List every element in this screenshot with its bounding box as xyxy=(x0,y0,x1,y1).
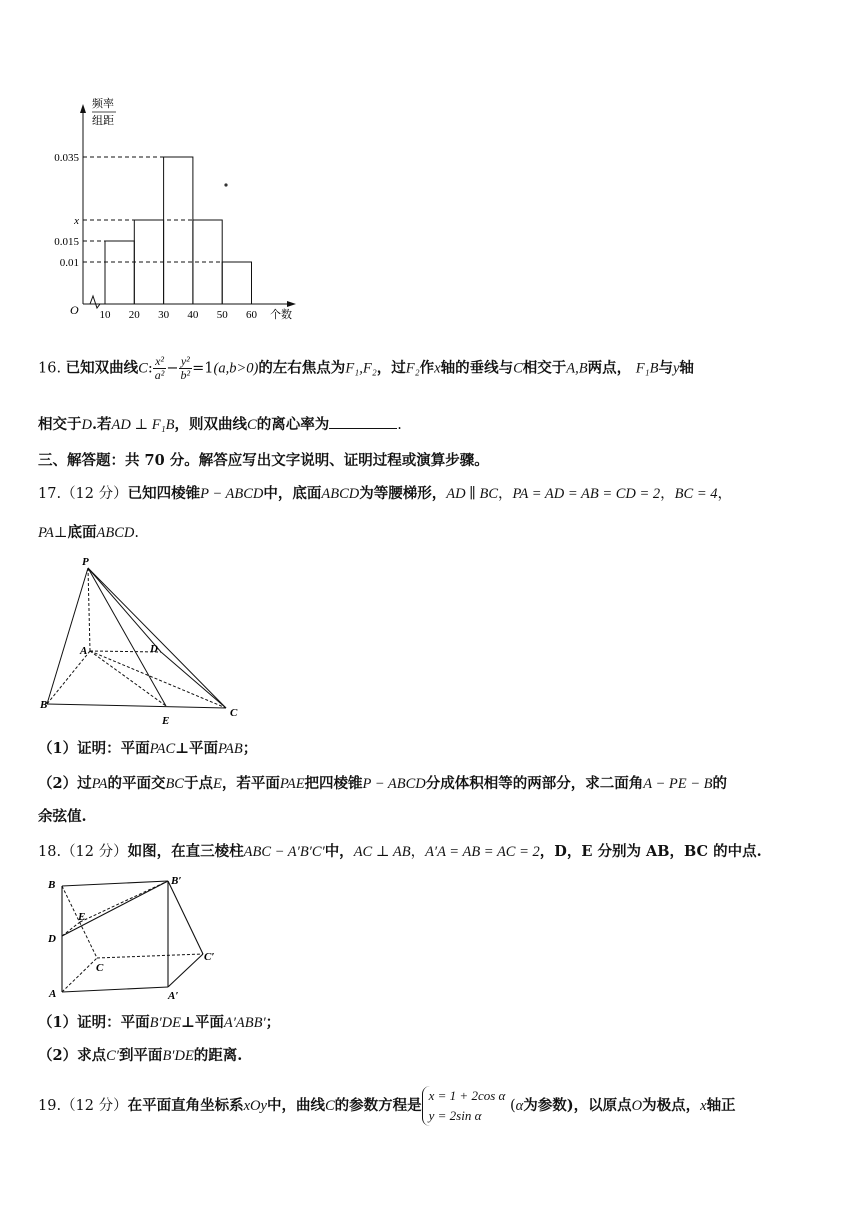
label-b: B xyxy=(48,879,56,891)
q19-parametric-system xyxy=(422,1086,506,1126)
q16-text: .若 xyxy=(91,416,112,433)
q18-perp: AC ⊥ AB xyxy=(353,844,411,860)
q19-eq-y: y = 2sin α xyxy=(428,1108,482,1123)
stray-dot xyxy=(224,183,227,186)
q16-line2 xyxy=(38,414,838,435)
q19-text: 中，曲线 xyxy=(266,1097,325,1114)
label-c-prime: C′ xyxy=(204,951,215,963)
edge-dc xyxy=(161,652,226,708)
edge-pa-hidden xyxy=(88,568,90,651)
x-tick-label: 50 xyxy=(216,309,228,321)
histogram-bar xyxy=(222,262,251,304)
edge-cc1-hidden xyxy=(97,954,203,958)
q19-text: 为参数)，以原点 xyxy=(523,1097,632,1114)
x-axis-label: 个数 xyxy=(270,309,292,321)
q19-alpha: α xyxy=(515,1098,524,1114)
q17-e: E xyxy=(212,776,222,792)
q16-eq: =1 xyxy=(192,360,214,377)
q16-frac-x xyxy=(153,355,167,382)
q17-text: 把四棱锥 xyxy=(304,775,363,792)
comma: ， xyxy=(498,486,513,502)
edge-db1 xyxy=(62,881,168,936)
comma: ， xyxy=(717,486,732,502)
q16-text: 作 xyxy=(419,359,435,377)
q19-o: O xyxy=(631,1098,643,1114)
q17-text: 分成体积相等的两部分，求二面角 xyxy=(425,775,644,792)
q16-var-c: C xyxy=(513,360,523,377)
q16-text: ，过 xyxy=(376,359,406,377)
histogram-bar xyxy=(164,157,193,304)
q16-cond2: AD ⊥ F₁B xyxy=(111,417,175,433)
histogram-x-ticks xyxy=(100,309,258,321)
edge-pd xyxy=(88,568,161,652)
q17-number: 17. xyxy=(38,486,62,502)
q18-part1 xyxy=(38,1013,838,1033)
q17-text: 的 xyxy=(712,775,728,792)
y-axis-arrow xyxy=(80,104,86,113)
q17-text: 底面 xyxy=(67,524,97,541)
q18-equal: A′A = AB = AC = 2 xyxy=(425,844,540,860)
q17-bc: BC = 4 xyxy=(674,486,718,502)
q17-bc: BC xyxy=(165,776,184,792)
frac-numerator: x² xyxy=(153,355,167,369)
q16-text: 轴 xyxy=(679,359,694,377)
q17-base: ABCD xyxy=(321,486,360,502)
q17-pyramid: P − ABCD xyxy=(200,486,264,502)
q16-text: 相交于 xyxy=(522,359,567,377)
q16-foci: F₁,F₂ xyxy=(345,360,377,377)
edge-ab-hidden xyxy=(47,651,90,704)
y-tick-label: 0.015 xyxy=(54,236,79,248)
q16-answer-blank xyxy=(329,414,397,429)
x-tick-label: 60 xyxy=(246,309,257,321)
q17-text: ⊥平面 xyxy=(175,740,219,757)
edge-pb xyxy=(47,568,88,704)
q17-pyramid: P − ABCD xyxy=(362,776,426,792)
q17-part1 xyxy=(38,739,838,759)
edge-de-hidden xyxy=(62,922,80,936)
q18-bde: B′DE xyxy=(162,1048,194,1064)
q18-aabb: A′ABB′ xyxy=(223,1015,266,1031)
q17-text: 于点 xyxy=(183,775,213,792)
q17-text: （1）证明：平面 xyxy=(38,740,150,757)
label-d: D xyxy=(48,933,56,945)
q18-bde: B′DE xyxy=(149,1015,181,1031)
y-axis-label-top: 频率 xyxy=(92,98,114,110)
label-b-prime: B′ xyxy=(171,875,182,887)
q18-text: 到平面 xyxy=(118,1047,163,1064)
q17-text: 的平面交 xyxy=(107,775,166,792)
y-tick-label: 0.01 xyxy=(59,257,79,269)
x-tick-label: 40 xyxy=(187,309,199,321)
q18-line1 xyxy=(38,842,838,862)
edge-bb1 xyxy=(62,881,168,886)
q17-text: （2）过 xyxy=(38,775,92,792)
q16-text: ，则双曲线 xyxy=(174,416,248,433)
frac-denominator: a² xyxy=(154,368,165,382)
frac-numerator: y² xyxy=(179,355,193,369)
q17-pac: PAC xyxy=(149,741,176,757)
label-c: C xyxy=(96,962,104,974)
q16-colon: : xyxy=(147,360,153,377)
histogram-guide-lines xyxy=(83,157,252,262)
q17-part2 xyxy=(38,774,838,794)
q18-number: 18. xyxy=(38,844,62,860)
label-p: P xyxy=(82,556,89,568)
x-tick-label: 10 xyxy=(99,309,111,321)
q17-text: 中，底面 xyxy=(263,485,322,502)
q16-text: 两点， xyxy=(587,359,632,377)
q18-prism: ABC − A′B′C′ xyxy=(243,844,325,860)
q18-text: （2）求点 xyxy=(38,1047,107,1064)
q16-x: x xyxy=(434,360,441,377)
q19-text: 的参数方程是 xyxy=(334,1097,422,1114)
q19-text: 轴正 xyxy=(706,1097,736,1114)
q18-cprime: C′ xyxy=(106,1048,119,1064)
q17-text: 为等腰梯形， xyxy=(359,485,447,502)
edge-a1c1 xyxy=(168,954,203,987)
q16-number: 16. xyxy=(38,360,62,377)
q18-text: 的距离. xyxy=(193,1047,243,1064)
q16-text: 轴的垂线与 xyxy=(440,359,514,377)
histogram-bars xyxy=(105,157,252,304)
section-3-heading: 三、解答题：共 70 分。解答应写出文字说明、证明过程或演算步骤。 xyxy=(38,452,489,469)
x-tick-label: 30 xyxy=(158,309,170,321)
q17-perp: ⊥ xyxy=(53,525,68,541)
q17-parallel: AD ∥ BC xyxy=(446,486,499,502)
q17-angle: A − PE − B xyxy=(643,776,713,792)
comma: ， xyxy=(660,486,675,502)
q18-text: ⊥平面 xyxy=(180,1014,224,1031)
q16-text: 相交于 xyxy=(38,416,82,433)
histogram-bar xyxy=(105,241,134,304)
q17-pa: PA xyxy=(38,525,54,541)
q18-score: （12 分） xyxy=(61,844,128,860)
label-b: B xyxy=(40,699,48,711)
x-tick-label: 20 xyxy=(128,309,140,321)
q18-text: 如图，在直三棱柱 xyxy=(127,843,244,860)
q16-end: . xyxy=(397,417,402,433)
q16-frac-y xyxy=(179,355,193,382)
edge-bc xyxy=(47,704,226,708)
q16-f1b: F₁B xyxy=(635,360,659,377)
y-axis-label-bottom: 组距 xyxy=(92,115,114,127)
x-axis-arrow xyxy=(287,301,296,307)
q17-text: ，若平面 xyxy=(221,775,280,792)
edge-pc xyxy=(88,568,226,708)
edge-eb1-hidden xyxy=(80,881,168,922)
q17-pa: PA xyxy=(91,776,108,792)
paren: ( xyxy=(509,1098,516,1114)
q17-score: （12 分） xyxy=(61,486,128,502)
q19-number: 19. xyxy=(38,1098,62,1114)
comma: ， xyxy=(410,844,426,860)
q16-f2: F₂ xyxy=(405,360,420,377)
frequency-histogram xyxy=(40,92,310,324)
q17-pae: PAE xyxy=(279,776,305,792)
label-a-prime: A′ xyxy=(168,990,179,1002)
q16-text: 与 xyxy=(658,359,673,377)
q19-text: 为极点， xyxy=(642,1097,701,1114)
q19-line1 xyxy=(38,1084,838,1128)
q16-minus: − xyxy=(166,360,179,377)
q18-text: ； xyxy=(265,1014,281,1031)
q16-ab: A,B xyxy=(566,360,588,377)
edge-pe xyxy=(88,568,166,706)
q16-text: 的左右焦点为 xyxy=(258,359,346,377)
y-tick-label: 0.035 xyxy=(54,152,79,164)
q19-xoy: xOy xyxy=(243,1098,267,1114)
label-e: E xyxy=(162,715,170,727)
label-a: A xyxy=(80,645,88,657)
label-a: A xyxy=(49,988,57,1000)
q19-x: x xyxy=(700,1098,707,1114)
q18-text: ，D，E 分别为 AB，BC 的中点. xyxy=(539,843,762,860)
y-tick-label: x xyxy=(74,215,79,227)
q16-d: D xyxy=(81,417,92,433)
q16-y: y xyxy=(672,360,680,377)
edge-aa1 xyxy=(62,987,168,992)
q17-part2-cont: 余弦值. xyxy=(38,808,87,825)
edge-ac-hidden xyxy=(90,651,226,708)
label-d: D xyxy=(150,643,158,655)
edge-b1c1 xyxy=(168,881,203,954)
q19-c: C xyxy=(324,1098,335,1114)
histogram-y-ticks xyxy=(54,152,79,269)
q17-text: 已知四棱锥 xyxy=(127,485,201,502)
q18-part2 xyxy=(38,1046,838,1066)
q17-text: ； xyxy=(242,740,258,757)
origin-label: O xyxy=(70,303,79,317)
q16-var-c: C xyxy=(247,417,257,433)
q17-pab: PAB xyxy=(218,741,243,757)
frac-denominator: b² xyxy=(180,368,191,382)
pyramid-figure xyxy=(38,554,248,729)
label-c: C xyxy=(230,707,238,719)
q18-text: 中， xyxy=(324,843,354,860)
q17-line1 xyxy=(38,484,838,504)
edge-ac-hidden xyxy=(62,958,97,992)
label-e: E xyxy=(78,911,86,923)
q16-cond: (a,b>0) xyxy=(213,360,259,377)
q17-line2 xyxy=(38,523,838,543)
q19-text: 在平面直角坐标系 xyxy=(127,1097,244,1114)
q17-lengths: PA = AD = AB = CD = 2 xyxy=(512,486,661,502)
q19-eq-x: x = 1 + 2cos α xyxy=(428,1088,506,1103)
q18-text: （1）证明：平面 xyxy=(38,1014,150,1031)
prism-figure xyxy=(40,870,230,1005)
q16-var-c: C xyxy=(138,360,148,377)
q17-base: ABCD xyxy=(96,525,135,541)
axis-break-mark xyxy=(90,296,100,308)
q16-text: 的离心率为 xyxy=(256,416,330,433)
q16-line1 xyxy=(38,355,838,382)
q16-text: 已知双曲线 xyxy=(65,359,139,377)
q19-score: （12 分） xyxy=(61,1098,128,1114)
period: . xyxy=(134,525,139,541)
